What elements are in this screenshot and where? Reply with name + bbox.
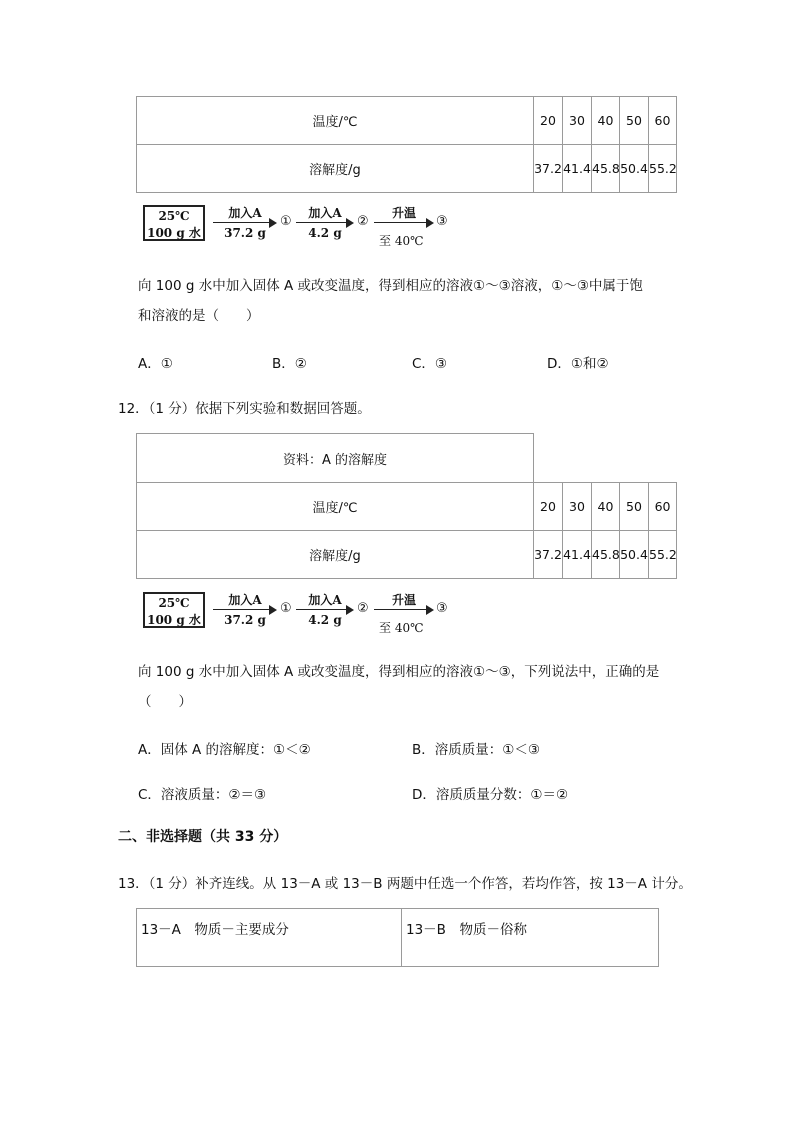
q11-solubility-table <box>136 96 677 193</box>
temperature-cell: 40 <box>592 97 620 145</box>
initial-water-box <box>143 205 205 241</box>
row-label-temperature: 温度/℃ <box>137 483 534 531</box>
solution-node-2: ② <box>357 214 369 229</box>
q12-title: 12．（1 分）依据下列实验和数据回答题。 <box>118 401 371 417</box>
q13-title: 13．（1 分）补齐连线。从 13－A 或 13－B 两题中任选一个作答，若均作答，按 13－A 计分。 <box>118 876 692 892</box>
solution-node-1: ① <box>280 214 292 229</box>
q12-option-a[interactable]: A．固体 A 的溶解度：①＜② <box>138 742 311 758</box>
solubility-cell: 41.4 <box>563 531 592 579</box>
solution-node-2: ② <box>357 601 369 616</box>
q12-experiment-flow <box>143 592 463 635</box>
table-caption-cell: 资料：A 的溶解度 <box>137 434 534 483</box>
arrow-line <box>296 222 347 223</box>
solution-node-3: ③ <box>436 214 448 229</box>
temperature-cell: 20 <box>534 483 563 531</box>
table-row <box>137 909 659 967</box>
q12-option-d[interactable]: D．溶质质量分数：①＝② <box>412 787 569 803</box>
arrow-amount: 4.2 g <box>308 226 342 240</box>
solubility-cell: 41.4 <box>563 145 592 193</box>
q11-option-a[interactable]: A．① <box>138 356 173 372</box>
table-row <box>137 483 677 531</box>
temperature-cell: 50 <box>620 483 649 531</box>
q13-b-header: 13－B 物质－俗称 <box>402 909 659 967</box>
solubility-cell: 37.2 <box>534 145 563 193</box>
q12-option-c[interactable]: C．溶液质量：②＝③ <box>138 787 267 803</box>
table-row <box>137 531 677 579</box>
row-label-solubility: 溶解度/g <box>137 145 534 193</box>
arrow-line <box>374 609 427 610</box>
table-row <box>137 97 677 145</box>
heat-target-note: 至 40℃ <box>379 234 424 248</box>
temperature-cell: 30 <box>563 483 592 531</box>
solubility-cell: 50.4 <box>620 531 649 579</box>
box-water-mass: 100 g 水 <box>147 613 201 627</box>
q11-experiment-flow <box>143 205 463 248</box>
q11-option-d[interactable]: D．①和② <box>547 356 609 372</box>
heat-target-note: 至 40℃ <box>379 621 424 635</box>
solubility-cell: 50.4 <box>620 145 649 193</box>
temperature-cell: 50 <box>620 97 649 145</box>
initial-water-box <box>143 592 205 628</box>
temperature-cell: 40 <box>592 483 620 531</box>
arrow-label: 加入A <box>228 206 262 220</box>
q12-solubility-table <box>136 433 677 579</box>
q11-stem <box>138 271 698 331</box>
arrow-head-icon <box>426 605 434 615</box>
stem-line: 向 100 g 水中加入固体 A 或改变温度，得到相应的溶液①～③溶液，①～③中属于饱 <box>138 278 643 294</box>
table-row <box>137 434 677 483</box>
temperature-cell: 60 <box>649 483 677 531</box>
q12-stem <box>138 657 698 717</box>
solubility-cell: 45.8 <box>592 531 620 579</box>
box-water-mass: 100 g 水 <box>147 226 201 240</box>
arrow-line <box>213 222 270 223</box>
arrow-label: 升温 <box>391 593 416 607</box>
section-heading: 二、非选择题（共 33 分） <box>118 829 288 845</box>
stem-line: 向 100 g 水中加入固体 A 或改变温度，得到相应的溶液①～③，下列说法中，正确的是 <box>138 664 660 680</box>
solubility-cell: 37.2 <box>534 531 563 579</box>
stem-line: （ ） <box>138 694 192 710</box>
arrow-amount: 4.2 g <box>308 613 342 627</box>
row-label-temperature: 温度/℃ <box>137 97 534 145</box>
q11-option-c[interactable]: C．③ <box>412 356 448 372</box>
arrow-add-a-2 <box>296 205 354 241</box>
arrow-amount: 37.2 g <box>224 613 266 627</box>
arrow-line <box>296 609 347 610</box>
arrow-line <box>213 609 270 610</box>
box-temperature: 25℃ <box>158 596 190 610</box>
solubility-cell: 55.2 <box>649 531 677 579</box>
solubility-cell: 45.8 <box>592 145 620 193</box>
arrow-add-a-2 <box>296 592 354 628</box>
q12-option-b[interactable]: B．溶质质量：①＜③ <box>412 742 540 758</box>
arrow-add-a-1 <box>213 205 277 241</box>
solution-node-3: ③ <box>436 601 448 616</box>
arrow-label: 加入A <box>308 206 342 220</box>
q11-option-b[interactable]: B．② <box>272 356 307 372</box>
solution-node-1: ① <box>280 601 292 616</box>
q13-choice-table <box>136 908 659 967</box>
temperature-cell: 60 <box>649 97 677 145</box>
arrow-amount: 37.2 g <box>224 226 266 240</box>
arrow-label: 加入A <box>228 593 262 607</box>
solubility-cell: 55.2 <box>649 145 677 193</box>
arrow-line <box>374 222 427 223</box>
temperature-cell: 20 <box>534 97 563 145</box>
q13-a-header: 13－A 物质－主要成分 <box>137 909 402 967</box>
table-row <box>137 145 677 193</box>
box-temperature: 25℃ <box>158 209 190 223</box>
arrow-head-icon <box>426 218 434 228</box>
empty-cell <box>534 434 677 483</box>
row-label-solubility: 溶解度/g <box>137 531 534 579</box>
stem-line: 和溶液的是（ ） <box>138 308 260 324</box>
temperature-cell: 30 <box>563 97 592 145</box>
arrow-label: 加入A <box>308 593 342 607</box>
arrow-label: 升温 <box>391 206 416 220</box>
arrow-add-a-1 <box>213 592 277 628</box>
